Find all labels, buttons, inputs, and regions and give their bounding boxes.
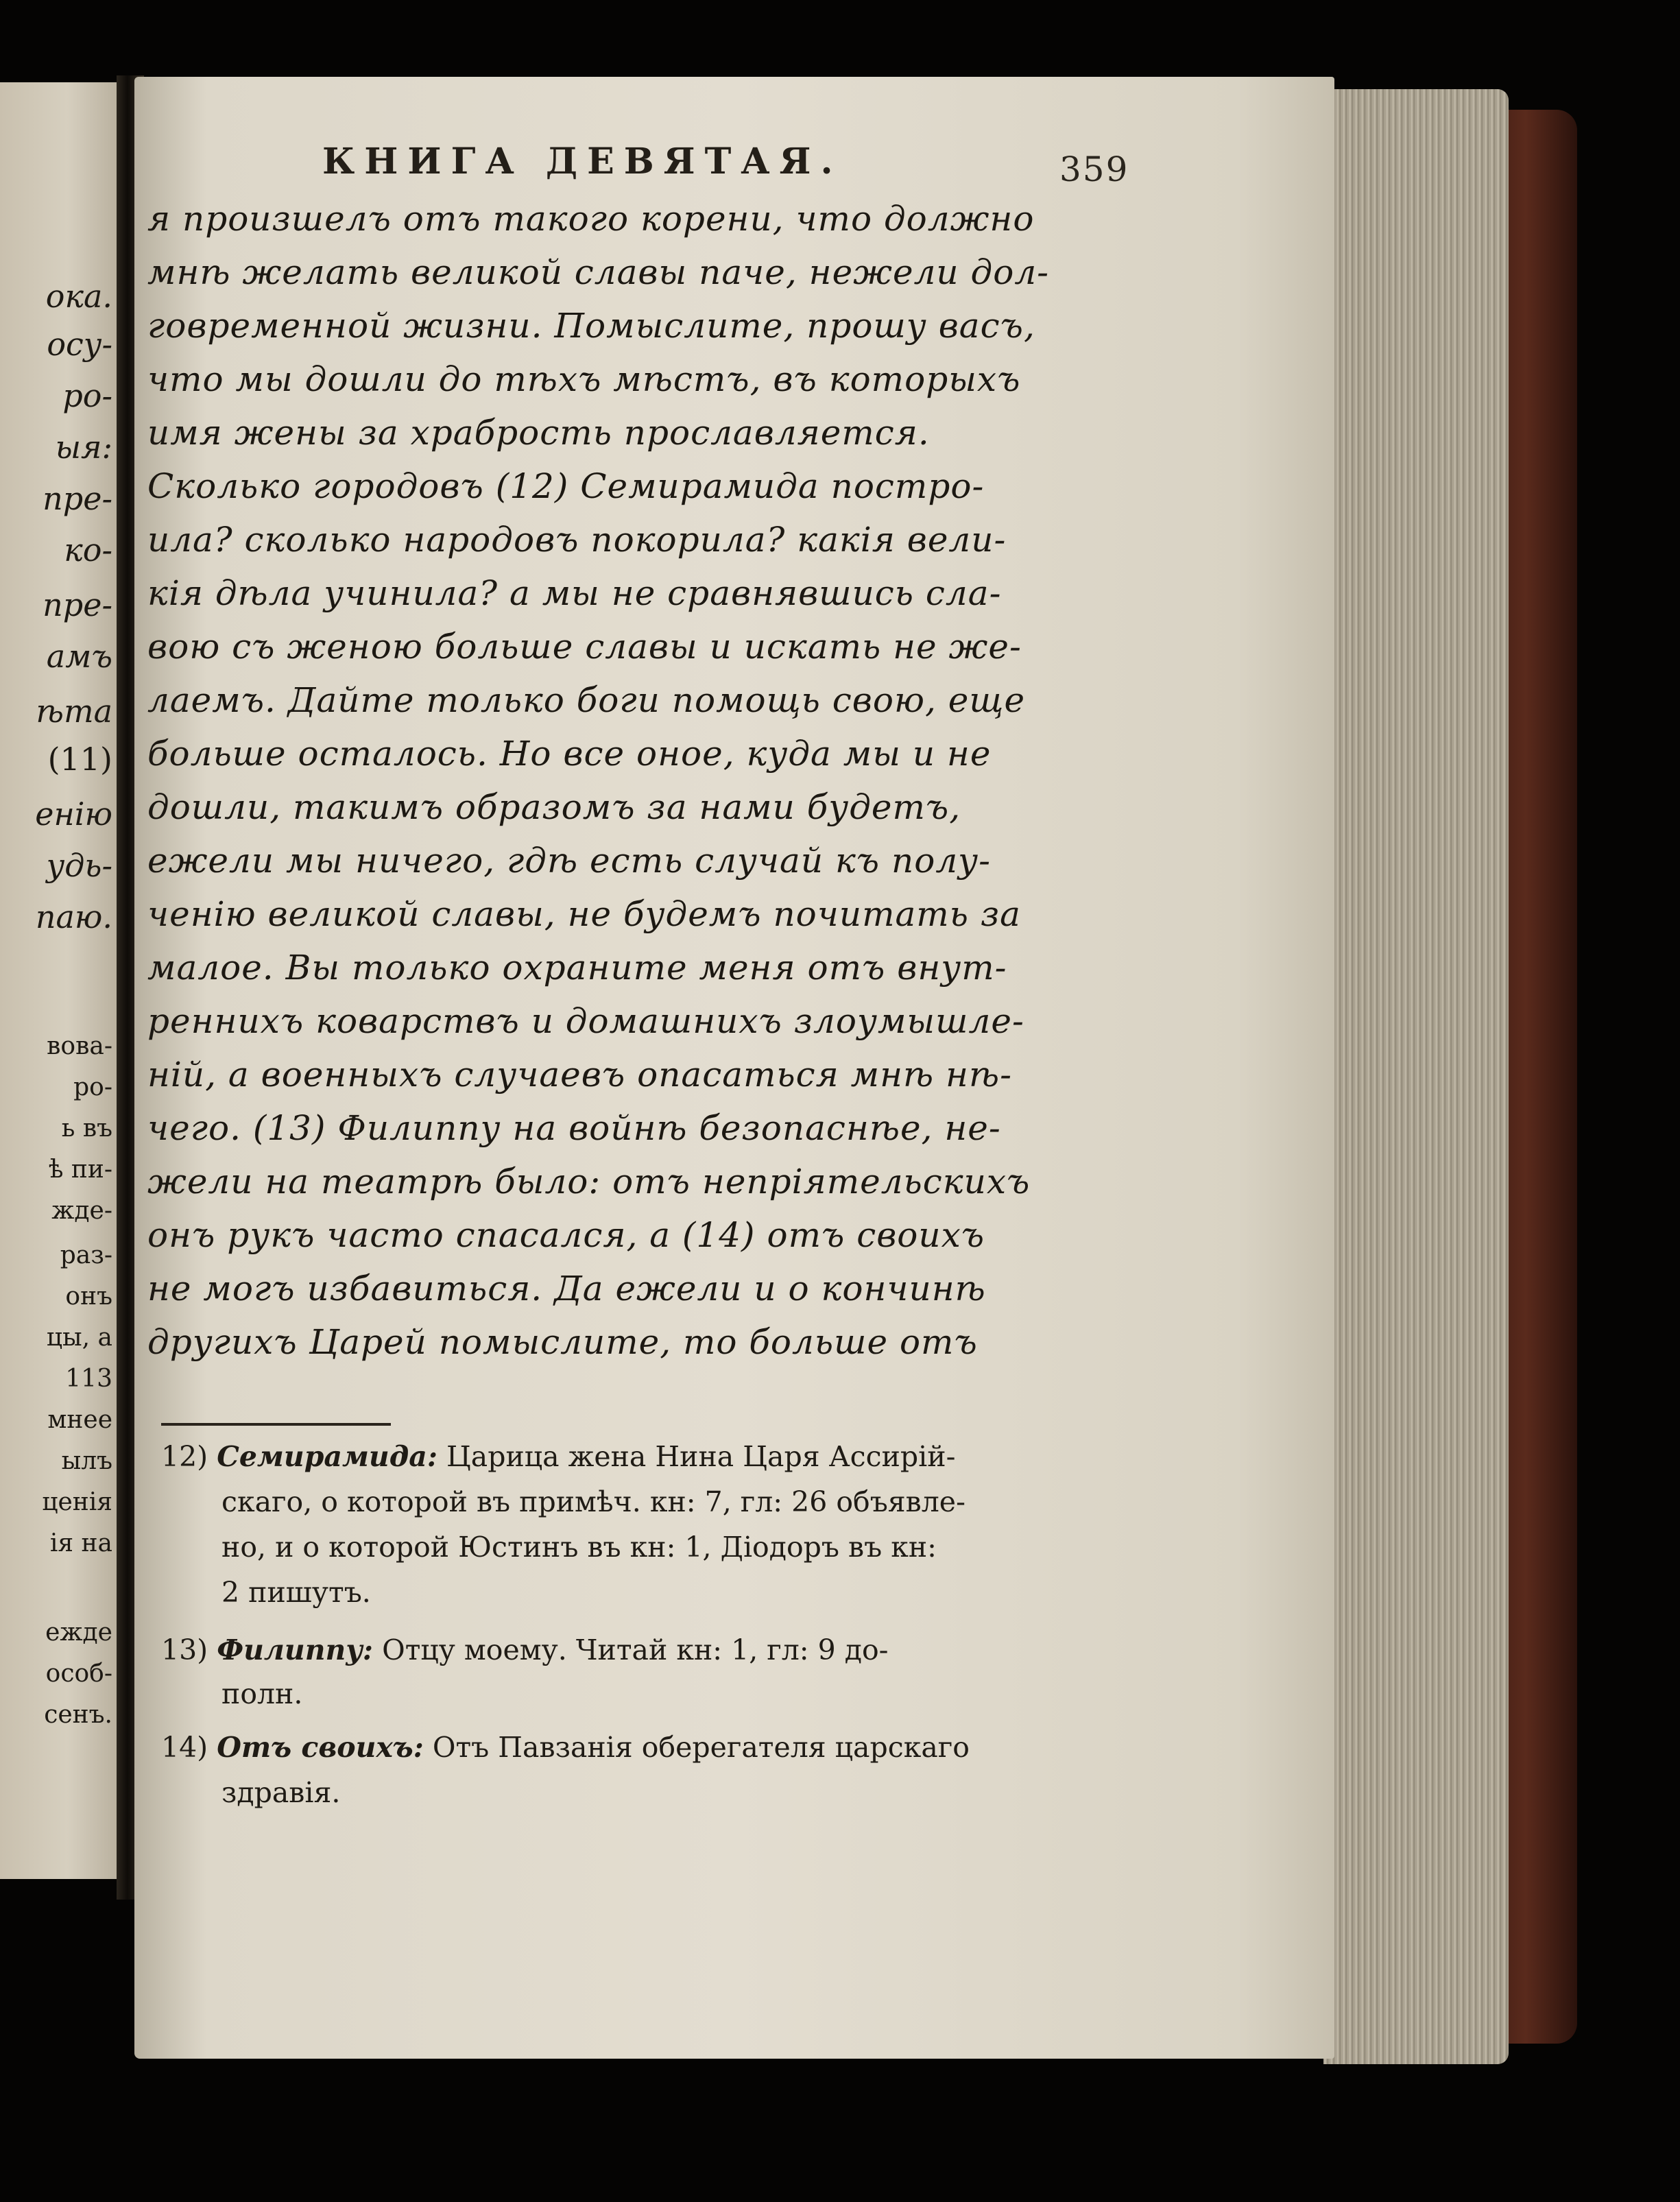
left-page-footnote-line: цы, а (46, 1324, 112, 1352)
left-page-footnote-line: жде- (51, 1197, 112, 1225)
footnote-text: Отцу моему. Читай кн: 1, гл: 9 до- (382, 1633, 889, 1666)
left-page-footnote-line: ценія (42, 1488, 112, 1516)
text-line: что мы дошли до тѣхъ мѣстъ, въ которыхъ (147, 359, 1021, 399)
left-page-footnote-line: вова- (47, 1032, 112, 1060)
footnote-continuation: 2 пишутъ. (221, 1576, 371, 1609)
text-line: малое. Вы только охраните меня отъ внут- (147, 948, 1007, 988)
left-page-footnote-line: ѣ пи- (48, 1156, 112, 1184)
left-page-line: ѣта (36, 693, 112, 730)
text-line: онъ рукъ часто спасался, а (14) отъ своихъ (147, 1215, 985, 1255)
footnote-number: 13) (161, 1633, 208, 1666)
footnote-label: Семирамида: (217, 1440, 437, 1473)
footnote-label: Отъ своихъ: (217, 1731, 424, 1764)
left-page-line: паю. (35, 898, 112, 935)
footnote-label: Филиппу: (217, 1633, 374, 1666)
text-line: говременной жизни. Помыслите, прошу васъ, (147, 306, 1035, 346)
footnote-continuation: полн. (221, 1677, 303, 1710)
footnote-continuation: скаго, о которой въ примѣч. кн: 7, гл: 26 объявле- (221, 1485, 965, 1518)
footnote-text: Царица жена Нина Царя Ассирій- (446, 1440, 956, 1473)
text-line: больше осталось. Но все оное, куда мы и не (147, 734, 992, 774)
text-line: ежели мы ничего, гдѣ есть случай къ полу- (147, 841, 992, 881)
footnote-continuation: но, и о которой Юстинъ въ кн: 1, Діодоръ въ кн: (221, 1531, 937, 1564)
text-line: имя жены за храбрость прославляется. (147, 413, 930, 453)
left-page-line: ока. (45, 278, 112, 315)
left-page-line: осу- (47, 326, 112, 363)
footnote-number: 14) (161, 1731, 208, 1764)
text-line: ній, а военныхъ случаевъ опасаться мнѣ нѣ- (147, 1055, 1012, 1094)
left-page-footnote-line: ро- (73, 1073, 112, 1101)
left-page-footnote-line: онъ (65, 1282, 112, 1311)
page-block-edge (1323, 89, 1509, 2064)
footnote-13 (161, 1633, 889, 1666)
left-page-line: (11) (47, 741, 112, 778)
text-line: жели на театрѣ было: отъ непріятельскихъ (147, 1162, 1031, 1201)
left-page-footnote-line: ія на (49, 1529, 112, 1557)
footnote-separator (161, 1423, 391, 1426)
text-line: не могъ избавиться. Да ежели и о кончинѣ (147, 1269, 986, 1308)
text-line: реннихъ коварствъ и домашнихъ злоумышле- (147, 1001, 1024, 1041)
text-line: кія дѣла учинила? а мы не сравнявшись сла- (147, 573, 1002, 613)
left-page-footnote-line: ылъ (61, 1447, 112, 1475)
page-number: 359 (1059, 149, 1129, 189)
text-line: лаемъ. Дайте только боги помощь свою, еще (147, 680, 1026, 720)
left-page-footnote-line: раз- (60, 1241, 112, 1269)
text-line: чего. (13) Филиппу на войнѣ безопаснѣе, не- (147, 1108, 1001, 1148)
left-page (0, 82, 122, 1879)
text-line: ила? сколько народовъ покорила? какія вели- (147, 520, 1007, 560)
text-line: другихъ Царей помыслите, то больше отъ (147, 1322, 978, 1362)
footnote-12 (161, 1440, 955, 1473)
text-line: дошли, такимъ образомъ за нами будетъ, (147, 787, 961, 827)
left-page-line: удь- (46, 847, 112, 884)
left-page-footnote-line: сенъ. (44, 1701, 112, 1729)
left-page-footnote-line: мнее (47, 1406, 112, 1434)
left-page-line: ыя: (55, 429, 112, 466)
left-page-footnote-line: ь въ (61, 1114, 112, 1142)
left-page-line: ро- (62, 377, 112, 414)
footnote-text: Отъ Павзанія оберегателя царскаго (432, 1731, 970, 1764)
text-line: ченію великой славы, не будемъ почитать за (147, 894, 1021, 934)
running-header: КНИГА ДЕВЯТАЯ. (322, 141, 843, 182)
left-page-line: енію (35, 795, 112, 833)
text-line: вою съ женою больше славы и искать не же- (147, 627, 1022, 667)
left-page-footnote-line: особ- (45, 1660, 112, 1688)
text-line: Сколько городовъ (12) Семирамида постро- (147, 466, 985, 506)
footnote-number: 12) (161, 1440, 208, 1473)
footnote-14 (161, 1731, 970, 1764)
text-line: мнѣ желать великой славы паче, нежели дол- (147, 252, 1050, 292)
left-page-footnote-line: 113 (65, 1365, 112, 1393)
left-page-footnote-line: ежде (45, 1618, 112, 1647)
left-page-line: пре- (43, 586, 112, 623)
left-page-line: пре- (43, 480, 112, 517)
left-page-line: ко- (64, 531, 112, 569)
text-line: я произшелъ отъ такого корени, что должно (147, 199, 1035, 239)
left-page-line: амъ (46, 638, 112, 675)
footnote-continuation: здравія. (221, 1776, 341, 1809)
